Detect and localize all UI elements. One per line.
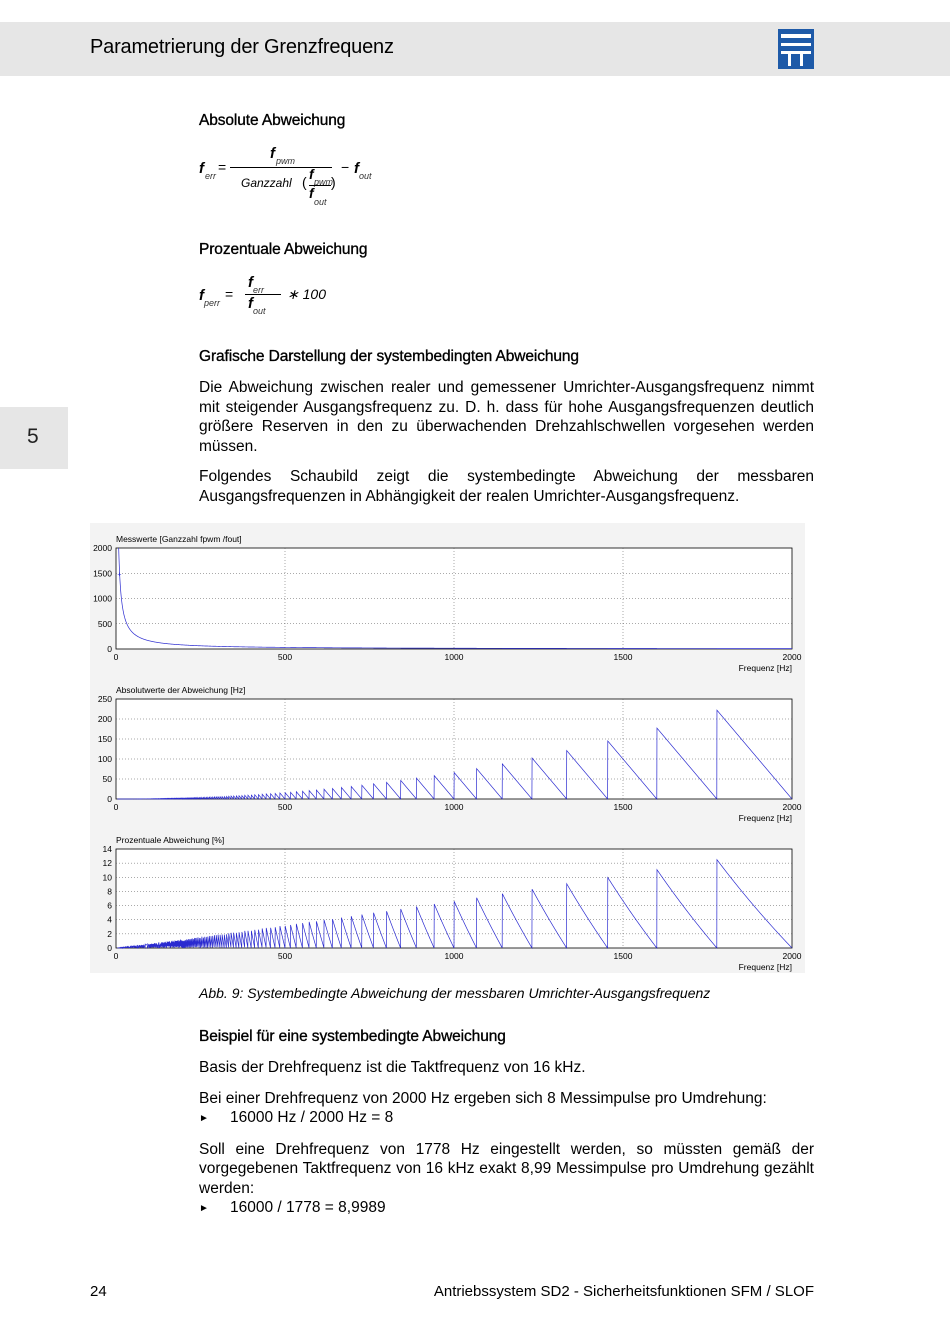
example-para-1: Basis der Drehfrequenz ist die Taktfrequenz von 16 kHz.: [199, 1059, 586, 1076]
bullet-arrow-icon: ►: [199, 1203, 209, 1214]
chart-2-xtick-label: 1500: [613, 802, 633, 812]
ganzzahl-text: Ganzzahl: [241, 176, 292, 190]
chart-1-ytick-label: 0: [107, 644, 112, 654]
f-pwm-num: f: [270, 145, 275, 162]
chart-1-xlabel: Frequenz [Hz]: [738, 663, 792, 673]
chart-2-xtick-label: 2000: [782, 802, 802, 812]
chart-3-ytick-label: 10: [102, 872, 112, 883]
chart-2-xlabel: Frequenz [Hz]: [738, 813, 792, 823]
section-example: [199, 1028, 814, 1219]
chart-2-ytick-label: 0: [107, 794, 112, 804]
heading-example: Beispiel für eine systembedingte Abweichung: [199, 1028, 506, 1045]
chart-1-ytick-label: 2000: [93, 543, 112, 553]
chart-3-xtick-label: 2000: [782, 951, 802, 961]
eq-sign-2: =: [225, 286, 234, 302]
company-logo: [778, 29, 814, 69]
chart-2-ytick-label: 50: [102, 774, 112, 784]
lparen: (: [302, 174, 307, 190]
chart-1-ytick-label: 1000: [93, 593, 112, 604]
bullet-2-text: 16000 / 1778 = 8,9989: [230, 1199, 386, 1216]
perr-sub: perr: [204, 298, 221, 308]
err-sub: err: [205, 171, 216, 181]
chart-1-ytick-label: 500: [97, 618, 112, 629]
out-sub-2: out: [253, 306, 266, 316]
example-bullet-2: [199, 1198, 814, 1219]
chart-1-title: Messwerte [Ganzzahl fpwm /fout]: [116, 534, 242, 544]
chart-3-title: Prozentuale Abweichung [%]: [116, 835, 225, 845]
chart-3-ytick-label: 12: [102, 858, 112, 869]
f-out: f: [354, 160, 359, 177]
chart-1-start-marker: +: [117, 571, 122, 579]
chart-2-ytick-label: 150: [97, 734, 112, 744]
formula-absolute: [199, 145, 399, 215]
chart-3-ytick-label: 14: [102, 844, 112, 854]
chart-3-ytick-label: 2: [107, 928, 112, 939]
page-title: Parametrierung der Grenzfrequenz: [90, 36, 394, 58]
chart-svg: [90, 523, 805, 973]
footer-doc-title: Antriebssystem SD2 - Sicherheitsfunktionen SFM / SLOF: [433, 1283, 814, 1300]
times-100: ∗ 100: [287, 286, 326, 302]
chapter-tab: [0, 407, 68, 469]
err-sub-2: err: [253, 285, 264, 295]
pwm-inner-sub: pwm: [314, 177, 334, 187]
chart-2-xtick-label: 1000: [444, 802, 464, 812]
heading-graphic: Grafische Darstellung der systembedingten Abweichung: [199, 348, 579, 365]
chart-figure: [90, 523, 805, 973]
f-err-num: f: [248, 274, 253, 291]
chart-1-xtick-label: 2000: [782, 652, 802, 662]
section-percent: [199, 241, 814, 259]
section-absolute: [199, 112, 814, 130]
page-number: 24: [90, 1283, 107, 1300]
chart-3-ytick-label: 8: [107, 886, 112, 897]
graphic-para-2: Folgendes Schaubild zeigt die systembedingte Abweichung der messbaren Ausgangsfrequenzen in Abhängigkeit der realen Umrichter-Ausgangsfrequenz.: [199, 468, 814, 505]
chart-3-ytick-label: 0: [107, 943, 112, 953]
chart-2-xtick-label: 0: [113, 802, 119, 812]
chart-2-ytick-label: 250: [97, 694, 112, 704]
chapter-number: 5: [27, 425, 39, 448]
f-perr: f: [199, 287, 204, 304]
f-out-den: f: [248, 295, 253, 312]
bullet-1-text: 16000 Hz / 2000 Hz = 8: [230, 1109, 394, 1126]
chart-3-xtick-label: 0: [113, 951, 119, 961]
example-para-2: Bei einer Drehfrequenz von 2000 Hz ergeben sich 8 Messimpulse pro Umdrehung:: [199, 1089, 767, 1107]
chart-1-xtick-label: 1000: [444, 652, 464, 662]
chart-2-title: Absolutwerte der Abweichung [Hz]: [116, 685, 246, 695]
chart-3-xtick-label: 1500: [613, 951, 633, 961]
chart-1-ytick-label: 1500: [93, 568, 112, 579]
out-inner-sub: out: [314, 197, 327, 207]
bullet-arrow-icon: ►: [199, 1113, 209, 1124]
rparen: ): [331, 174, 336, 190]
chart-3-ytick-label: 4: [107, 914, 112, 925]
f-inner-num: f: [309, 166, 314, 182]
chart-2-ytick-label: 200: [97, 714, 112, 724]
section-graphic: [199, 348, 814, 506]
formula-percent: [199, 274, 359, 320]
chart-3-xtick-label: 1000: [444, 951, 464, 961]
example-bullet-1: [199, 1108, 814, 1129]
out-sub: out: [359, 171, 372, 181]
eq-sign: =: [218, 159, 227, 175]
chart-3-xlabel: Frequenz [Hz]: [738, 962, 792, 972]
minus-sign: −: [341, 159, 350, 175]
heading-percent: Prozentuale Abweichung: [199, 241, 368, 258]
heading-absolute: Absolute Abweichung: [199, 112, 346, 129]
fraction-line: [230, 167, 332, 168]
chart-2-xtick-label: 500: [277, 802, 293, 812]
chart-1-xtick-label: 500: [277, 652, 293, 662]
chart-3-xtick-label: 500: [277, 951, 293, 961]
page-header: [0, 22, 950, 76]
chart-1-xtick-label: 0: [113, 652, 119, 662]
figure-caption: Abb. 9: Systembedingte Abweichung der messbaren Umrichter-Ausgangsfrequenz: [199, 985, 711, 1001]
example-para-3: Soll eine Drehfrequenz von 1778 Hz eingestellt werden, so müssten gemäß der vorgegebenen Taktfrequenz von 16 kHz exakt 8,99 Messimpulse pro Umdrehung gezählt werden:: [199, 1140, 814, 1197]
graphic-para-1: Die Abweichung zwischen realer und gemessener Umrichter-Ausgangsfrequenz nimmt mit steigender Ausgangsfrequenz zu. D. h. dass für hohe Ausgangsfrequenzen deutlich größere Reserven in den zu überwachenden Drehzahlschwellen vorgesehen werden müssen.: [199, 379, 814, 455]
f-inner-den: f: [309, 185, 314, 201]
pwm-sub: pwm: [276, 156, 296, 166]
chart-2-ytick-label: 100: [97, 754, 112, 764]
f-symbol: f: [199, 160, 204, 177]
chart-1-xtick-label: 1500: [613, 652, 633, 662]
chart-3-ytick-label: 6: [107, 900, 112, 911]
